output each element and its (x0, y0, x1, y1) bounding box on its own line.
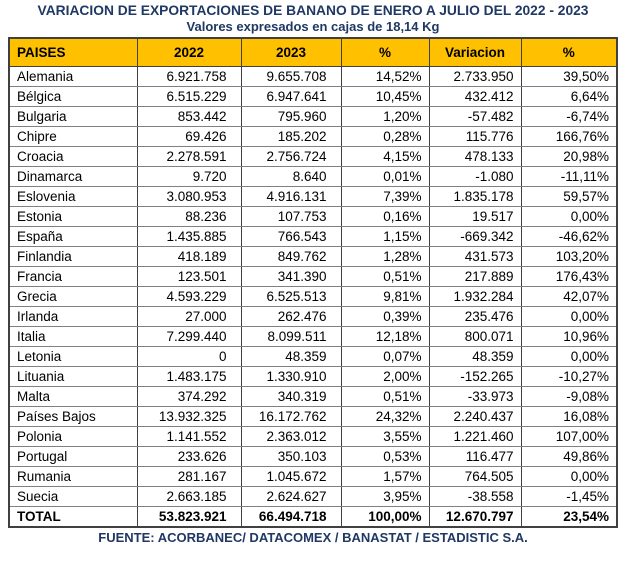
table-row (9, 206, 617, 226)
value-cell: 849.762 (241, 246, 341, 266)
country-cell: Dinamarca (9, 166, 137, 186)
table-row (9, 186, 617, 206)
country-cell: Países Bajos (9, 406, 137, 426)
value-cell: -38.558 (429, 486, 521, 506)
value-cell: 1.835.178 (429, 186, 521, 206)
value-cell: 233.626 (137, 446, 241, 466)
value-cell: 2.363.012 (241, 426, 341, 446)
value-cell: 48.359 (241, 346, 341, 366)
value-cell: 0,01% (341, 166, 429, 186)
value-cell: 9.720 (137, 166, 241, 186)
table-row (9, 286, 617, 306)
value-cell: 107.753 (241, 206, 341, 226)
value-cell: 115.776 (429, 126, 521, 146)
value-cell: 2.278.591 (137, 146, 241, 166)
table-row (9, 126, 617, 146)
value-cell: 2.756.724 (241, 146, 341, 166)
value-cell: 185.202 (241, 126, 341, 146)
value-cell: 3,55% (341, 426, 429, 446)
value-cell: 2.733.950 (429, 66, 521, 86)
country-cell: Rumania (9, 466, 137, 486)
value-cell: 9,81% (341, 286, 429, 306)
column-header-variacion: Variacion (429, 38, 521, 66)
value-cell: 6.515.229 (137, 86, 241, 106)
value-cell: 1.045.672 (241, 466, 341, 486)
value-cell: 1.932.284 (429, 286, 521, 306)
value-cell: 374.292 (137, 386, 241, 406)
country-cell: Alemania (9, 66, 137, 86)
value-cell: 166,76% (521, 126, 617, 146)
country-cell: España (9, 226, 137, 246)
value-cell: 116.477 (429, 446, 521, 466)
table-row (9, 246, 617, 266)
value-cell: -9,08% (521, 386, 617, 406)
country-cell: Eslovenia (9, 186, 137, 206)
value-cell: -6,74% (521, 106, 617, 126)
value-cell: 12,18% (341, 326, 429, 346)
value-cell: 69.426 (137, 126, 241, 146)
value-cell: 478.133 (429, 146, 521, 166)
value-cell: -152.265 (429, 366, 521, 386)
value-cell: 0 (137, 346, 241, 366)
table-row (9, 306, 617, 326)
value-cell: 10,96% (521, 326, 617, 346)
value-cell: 6.921.758 (137, 66, 241, 86)
country-cell: Finlandia (9, 246, 137, 266)
value-cell: 24,32% (341, 406, 429, 426)
value-cell: 0,00% (521, 346, 617, 366)
table-row (9, 386, 617, 406)
country-cell: Lituania (9, 366, 137, 386)
value-cell: -10,27% (521, 366, 617, 386)
value-cell: 0,51% (341, 386, 429, 406)
value-cell: 0,28% (341, 126, 429, 146)
table-row (9, 406, 617, 426)
value-cell: 16,08% (521, 406, 617, 426)
page-subtitle: Valores expresados en cajas de 18,14 Kg (186, 19, 440, 34)
column-header-pct-share: % (341, 38, 429, 66)
value-cell: 6.947.641 (241, 86, 341, 106)
value-cell: 7,39% (341, 186, 429, 206)
value-cell: 2.240.437 (429, 406, 521, 426)
value-cell: 432.412 (429, 86, 521, 106)
country-cell: Bulgaria (9, 106, 137, 126)
value-cell: 1.141.552 (137, 426, 241, 446)
value-cell: 39,50% (521, 66, 617, 86)
value-cell: 0,51% (341, 266, 429, 286)
total-value-cell: 66.494.718 (241, 506, 341, 527)
value-cell: 3.080.953 (137, 186, 241, 206)
value-cell: -46,62% (521, 226, 617, 246)
country-cell: Chipre (9, 126, 137, 146)
value-cell: 27.000 (137, 306, 241, 326)
value-cell: 217.889 (429, 266, 521, 286)
column-header-paises: PAISES (9, 38, 137, 66)
country-cell: Irlanda (9, 306, 137, 326)
table-row (9, 226, 617, 246)
value-cell: 281.167 (137, 466, 241, 486)
value-cell: 9.655.708 (241, 66, 341, 86)
table-row (9, 326, 617, 346)
total-value-cell: 23,54% (521, 506, 617, 527)
value-cell: 7.299.440 (137, 326, 241, 346)
country-cell: Malta (9, 386, 137, 406)
value-cell: 48.359 (429, 346, 521, 366)
value-cell: 14,52% (341, 66, 429, 86)
table-row (9, 366, 617, 386)
value-cell: 0,16% (341, 206, 429, 226)
value-cell: 42,07% (521, 286, 617, 306)
value-cell: 59,57% (521, 186, 617, 206)
value-cell: 4,15% (341, 146, 429, 166)
exports-table (8, 37, 618, 528)
country-cell: Suecia (9, 486, 137, 506)
total-country-cell: TOTAL (9, 506, 137, 527)
value-cell: 0,00% (521, 206, 617, 226)
value-cell: 0,00% (521, 306, 617, 326)
value-cell: 49,86% (521, 446, 617, 466)
value-cell: -33.973 (429, 386, 521, 406)
value-cell: 6,64% (521, 86, 617, 106)
country-cell: Estonia (9, 206, 137, 226)
value-cell: 123.501 (137, 266, 241, 286)
table-row (9, 486, 617, 506)
value-cell: -11,11% (521, 166, 617, 186)
table-row (9, 86, 617, 106)
table-row (9, 266, 617, 286)
value-cell: 795.960 (241, 106, 341, 126)
value-cell: 10,45% (341, 86, 429, 106)
value-cell: 1,28% (341, 246, 429, 266)
value-cell: 431.573 (429, 246, 521, 266)
total-value-cell: 53.823.921 (137, 506, 241, 527)
value-cell: -1,45% (521, 486, 617, 506)
value-cell: 6.525.513 (241, 286, 341, 306)
table-row (9, 346, 617, 366)
table-row (9, 446, 617, 466)
value-cell: 1,15% (341, 226, 429, 246)
value-cell: 88.236 (137, 206, 241, 226)
table-row (9, 466, 617, 486)
value-cell: 766.543 (241, 226, 341, 246)
value-cell: 262.476 (241, 306, 341, 326)
value-cell: 0,07% (341, 346, 429, 366)
column-header-2022: 2022 (137, 38, 241, 66)
value-cell: 3,95% (341, 486, 429, 506)
value-cell: 350.103 (241, 446, 341, 466)
value-cell: 853.442 (137, 106, 241, 126)
value-cell: -669.342 (429, 226, 521, 246)
column-header-2023: 2023 (241, 38, 341, 66)
table-row (9, 146, 617, 166)
value-cell: 0,39% (341, 306, 429, 326)
value-cell: 20,98% (521, 146, 617, 166)
column-header-pct-var: % (521, 38, 617, 66)
value-cell: -57.482 (429, 106, 521, 126)
value-cell: 16.172.762 (241, 406, 341, 426)
total-value-cell: 12.670.797 (429, 506, 521, 527)
header-row (9, 38, 617, 66)
total-value-cell: 100,00% (341, 506, 429, 527)
value-cell: 1.483.175 (137, 366, 241, 386)
value-cell: 0,00% (521, 466, 617, 486)
value-cell: 4.916.131 (241, 186, 341, 206)
country-cell: Italia (9, 326, 137, 346)
value-cell: 107,00% (521, 426, 617, 446)
table-row (9, 166, 617, 186)
value-cell: 4.593.229 (137, 286, 241, 306)
country-cell: Letonia (9, 346, 137, 366)
value-cell: 341.390 (241, 266, 341, 286)
value-cell: 8.099.511 (241, 326, 341, 346)
country-cell: Portugal (9, 446, 137, 466)
value-cell: 1.221.460 (429, 426, 521, 446)
value-cell: 1.330.910 (241, 366, 341, 386)
value-cell: 235.476 (429, 306, 521, 326)
table-row (9, 106, 617, 126)
value-cell: 19.517 (429, 206, 521, 226)
country-cell: Croacia (9, 146, 137, 166)
total-row (9, 506, 617, 527)
value-cell: 103,20% (521, 246, 617, 266)
value-cell: 13.932.325 (137, 406, 241, 426)
value-cell: 764.505 (429, 466, 521, 486)
table-row (9, 66, 617, 86)
value-cell: 340.319 (241, 386, 341, 406)
value-cell: 418.189 (137, 246, 241, 266)
source-note: FUENTE: ACORBANEC/ DATACOMEX / BANASTAT / ESTADISTIC S.A. (98, 529, 528, 545)
country-cell: Francia (9, 266, 137, 286)
table-body (9, 66, 617, 527)
table-header (9, 38, 617, 66)
value-cell: 2.624.627 (241, 486, 341, 506)
country-cell: Polonia (9, 426, 137, 446)
value-cell: 2,00% (341, 366, 429, 386)
country-cell: Grecia (9, 286, 137, 306)
value-cell: 2.663.185 (137, 486, 241, 506)
country-cell: Bélgica (9, 86, 137, 106)
value-cell: 0,53% (341, 446, 429, 466)
value-cell: 1.435.885 (137, 226, 241, 246)
value-cell: 8.640 (241, 166, 341, 186)
value-cell: 176,43% (521, 266, 617, 286)
page-title: VARIACION DE EXPORTACIONES DE BANANO DE ENERO A JULIO DEL 2022 - 2023 (37, 3, 589, 18)
table-row (9, 426, 617, 446)
value-cell: -1.080 (429, 166, 521, 186)
value-cell: 1,57% (341, 466, 429, 486)
value-cell: 800.071 (429, 326, 521, 346)
value-cell: 1,20% (341, 106, 429, 126)
